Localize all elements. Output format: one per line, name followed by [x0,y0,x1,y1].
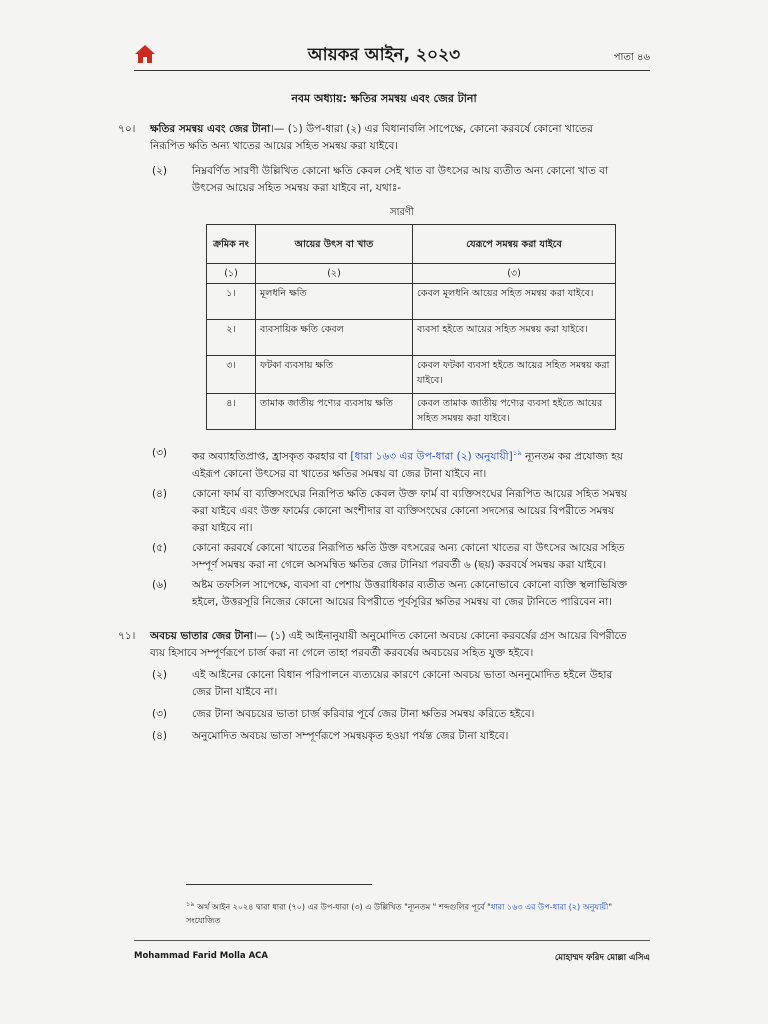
section-70-lead: ।— (১) উপ-ধারা (২) এর বিধানাবলি সাপেক্ষে, কোনো করবর্ষে কোনো খাতের নিরূপিত ক্ষতি অন্য খাতের আয়ের সহিত সমন্বয় করা যাইবে। [150,123,593,152]
s71-sub2-number: (২) [152,669,168,681]
s70-sub3-number: (৩) [152,447,168,459]
table-cell: কেবল তামাক জাতীয় পণ্যের ব্যবসা হইতে আয়ের সহিত সমন্বয় করা যাইবে। [413,394,616,430]
s70-sub5-number: (৫) [152,542,168,554]
table-cell: ৩। [207,356,256,394]
table-cell: ব্যবসা হইতে আয়ের সহিত সমন্বয় করা যাইবে। [413,320,616,356]
section-71-para-1 [150,628,628,662]
table-cell: মূলধনি ক্ষতি [256,284,413,320]
table-cell: ব্যবসায়িক ক্ষতি কেবল [256,320,413,356]
footnote-post: " সংযোজিত [186,902,613,925]
s71-sub3-number: (৩) [152,708,168,720]
table-cell: কেবল ফটকা ব্যবসা হইতে আয়ের সহিত সমন্বয় করা যাইবে। [413,356,616,394]
table-header-cell: যেরূপে সমন্বয় করা যাইবে [413,225,616,264]
table-row [207,320,616,356]
s70-sub2-text: নিম্নবর্ণিত সারণী উল্লিখিত কোনো ক্ষতি কেবল সেই খাত বা উৎসের আয় ব্যতীত অন্য কোনো খাত বা উৎসের আয়ের সহিত সমন্বয় করা যাইবে না, যথাঃ- [192,165,609,194]
loss-setoff-table [206,224,616,430]
table-cell: ১। [207,284,256,320]
table-caption: সারণী [390,207,414,218]
s71-sub2-text: এই আইনের কোনো বিধান পরিপালনে ব্যত্যয়ের কারণে কোনো অবচয় ভাতা অননুমোদিত হইলে উহার জের টানা যাইবে না। [192,669,613,698]
table-index-cell: (১) [207,264,256,284]
section-70-title: ক্ষতির সমন্বয় এবং জের টানা [150,123,271,135]
section-71-number: ৭১। [118,630,136,642]
s70-sub3-text [192,445,628,483]
table-index-row [207,264,616,284]
table-header-cell: আয়ের উৎস বা খাত [256,225,413,264]
table-cell: কেবল মূলধনি আয়ের সহিত সমন্বয় করা যাইবে। [413,284,616,320]
s70-sub4-text: কোনো ফার্ম বা ব্যক্তিসংঘের নিরূপিত ক্ষতি কেবল উক্ত ফার্ম বা ব্যক্তিসংঘের নিরূপিত আয়ের সহিত সমন্বয় করা যাইবে এবং উক্ত ফার্মের কোনো অংশীদার বা ব্যক্তিসংঘের কোনো সদস্যের আয়ের বিপরীতে সমন্বয় করা যাইবে না। [192,488,628,534]
s70-sub2-number: (২) [152,165,168,177]
footnote-ref[interactable]: ১৯ [512,449,522,457]
s70-sub5-text: কোনো করবর্ষে কোনো খাতের নিরূপিত ক্ষতি উক্ত বৎসরের অন্য কোনো খাতের বা উৎসের আয়ের সহিত সম্পূর্ণ সমন্বয় করা না গেলে অসমন্বিত ক্ষতির জের টানিয়া পরবর্তী ৬ (ছয়) করবর্ষে সমন্বয় করা যাইবে। [192,542,625,571]
s70-sub6-text: অষ্টম তফসিল সাপেক্ষে, ব্যবসা বা পেশায় উত্তরাধিকার ব্যতীত অন্য কোনোভাবে কোনো ব্যক্তি স্থলাভিষিক্ত হইলে, উত্তরসূরি নিজের কোনো আয়ের বিপরীতে পূর্বসূরির ক্ষতির সমন্বয় বা জের টানিতে পারিবেন না। [192,579,628,608]
section-70-para-1 [150,121,628,155]
s71-sub3-text: জের টানা অবচয়ের ভাতা চার্জ করিবার পূর্বে জের টানা ক্ষতির সমন্বয় করিতে হইবে। [192,708,535,720]
table-cell: ৪। [207,394,256,430]
header-divider [134,70,650,71]
footer-author-en: Mohammad Farid Molla ACA [134,951,268,961]
table-header-row [207,225,616,264]
footnote-link[interactable]: ধারা ১৬৩ এর উপ-ধারা (২) অনুযায়ী [490,902,609,912]
page-number: পাতা ৪৬ [613,52,650,63]
s70-sub6-number: (৬) [152,579,168,591]
table-index-cell: (৩) [413,264,616,284]
s70-sub4-number: (৪) [152,488,168,500]
section-71-lead: ।— (১) এই আইনানুযায়ী অনুমোদিত কোনো অবচয় কোনো করবর্ষের গ্রস আয়ের বিপরীতে ব্যয় হিসাবে সম্পূর্ণরূপে চার্জ করা না গেলে তাহা পরবর্তী করবর্ষের অবচয়ের সহিত যুক্ত হইবে। [150,630,627,659]
table-header-cell: ক্রমিক নং [207,225,256,264]
chapter-heading: নবম অধ্যায়: ক্ষতির সমন্বয় এবং জের টানা [291,92,477,105]
s71-sub4-number: (৪) [152,730,168,742]
s70-sub3-post: ন্যূনতম কর প্রযোজ্য হয় এইরূপ কোনো উৎসের বা খাতের ক্ষতির সমন্বয় বা জের টানা যাইবে না। [192,450,623,480]
table-row [207,356,616,394]
table-index-cell: (২) [256,264,413,284]
s70-sub3-pre: কর অব্যাহতিপ্রাপ্ত, হ্রাসকৃত করহার বা [192,450,351,463]
table-row [207,394,616,430]
footnote-divider [186,884,372,885]
section-70-number: ৭০। [118,123,136,135]
footnote-pre: অর্থ আইন ২০২৪ দ্বারা ধারা (৭০) এর উপ-ধারা (৩) এ উল্লিখিত "ন্যূনতম " শব্দগুলির পূর্বে " [194,902,491,912]
footnote [186,898,626,927]
table-cell: তামাক জাতীয় পণ্যের ব্যবসায় ক্ষতি [256,394,413,430]
amendment-link[interactable]: [ধারা ১৬৩ এর উপ-ধারা (২) অনুযায়ী] [350,450,513,463]
footnote-mark: ১৯ [186,900,195,908]
table-cell: ২। [207,320,256,356]
footer-divider [134,940,650,941]
table-cell: ফটকা ব্যবসায় ক্ষতি [256,356,413,394]
s71-sub4-text: অনুমোদিত অবচয় ভাতা সম্পূর্ণরূপে সমন্বয়কৃত হওয়া পর্যন্ত জের টানা যাইবে। [192,730,509,742]
table-row [207,284,616,320]
document-title: আয়কর আইন, ২০২৩ [307,45,461,65]
footer-author-bn: মোহাম্মদ ফরিদ মোল্লা এসিএ [554,953,650,963]
section-71-title: অবচয় ভাতার জের টানা [150,630,253,642]
